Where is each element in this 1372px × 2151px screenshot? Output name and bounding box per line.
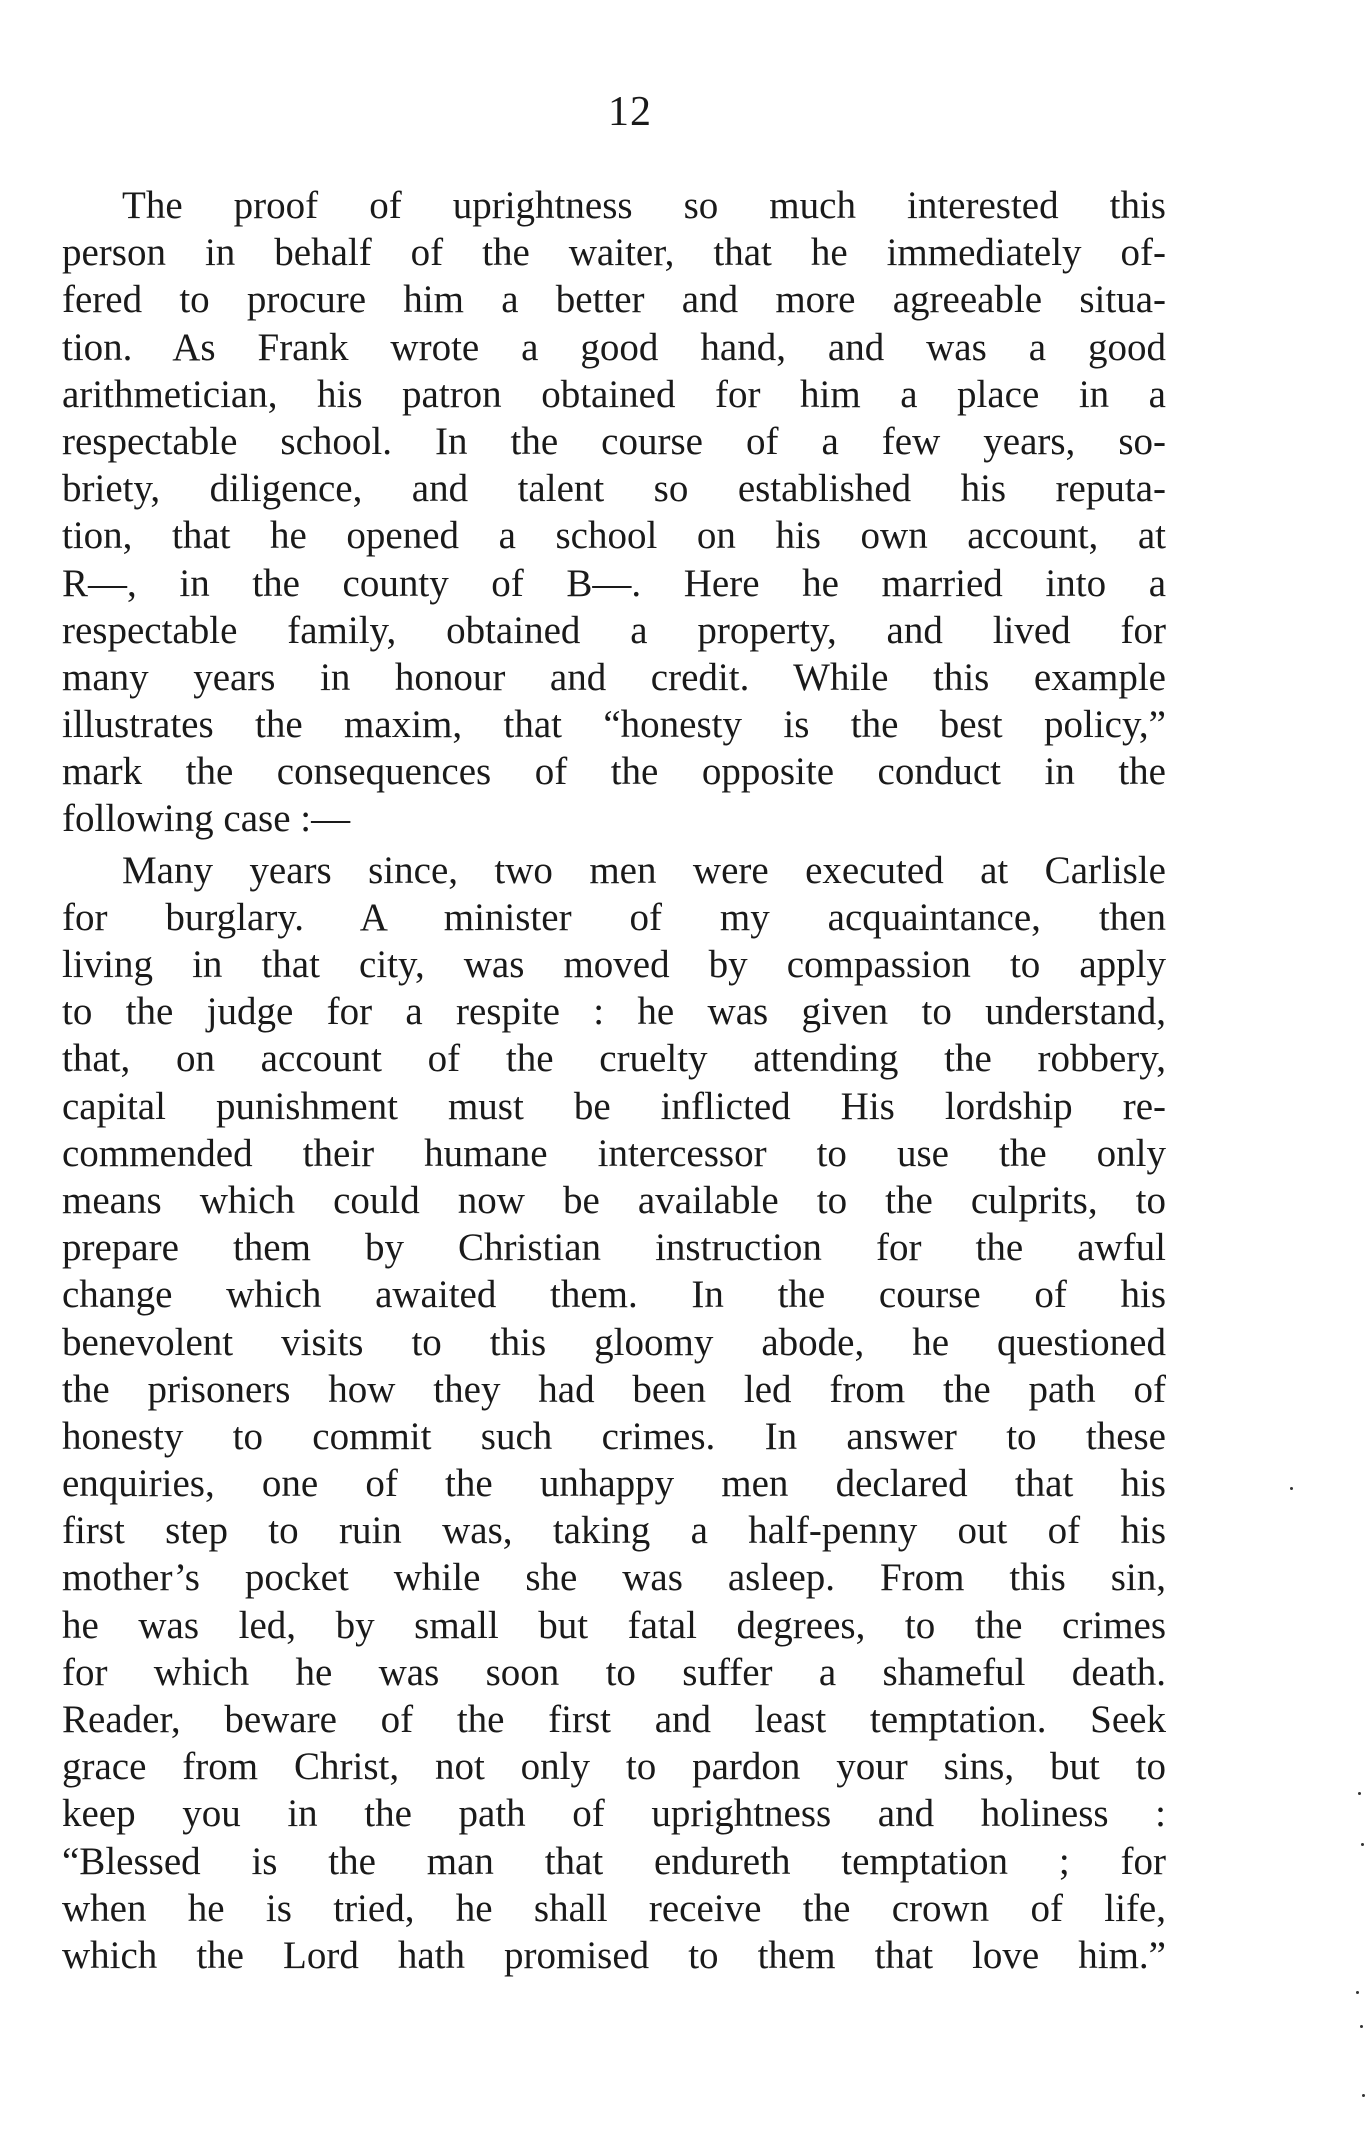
text-line: living in that city, was moved by compassion to apply — [62, 943, 1166, 986]
text-line: many years in honour and credit. While this example — [62, 655, 1166, 699]
scan-speck — [1360, 2025, 1363, 2028]
body-text — [62, 182, 1166, 1979]
text-line: change which awaited them. In the course of his — [62, 1273, 1166, 1317]
text-line: mother’s pocket while she was asleep. From this sin, — [62, 1556, 1166, 1600]
text-line: R—, in the county of B—. Here he married into a — [62, 561, 1166, 605]
text-line: he was led, by small but fatal degrees, to the crimes — [62, 1603, 1166, 1647]
text-line: mark the consequences of the opposite conduct in the — [62, 750, 1166, 794]
text-line: commended their humane intercessor to use the only — [62, 1131, 1166, 1175]
text-line: when he is tried, he shall receive the crown of life, — [62, 1886, 1166, 1930]
text-line: means which could now be available to the culprits, to — [62, 1178, 1166, 1222]
text-line: Reader, beware of the first and least temptation. Seek — [62, 1698, 1166, 1741]
text-line: honesty to commit such crimes. In answer to these — [62, 1414, 1166, 1458]
scan-speck — [1356, 1991, 1359, 1994]
text-line: for burglary. A minister of my acquaintance, then — [62, 895, 1166, 939]
text-line: that, on account of the cruelty attending the robbery, — [62, 1037, 1166, 1081]
text-line: fered to procure him a better and more agreeable situa- — [62, 278, 1166, 322]
text-line: to the judge for a respite : he was given to understand, — [62, 990, 1166, 1034]
page-number: 12 — [608, 89, 652, 135]
text-line: benevolent visits to this gloomy abode, he questioned — [62, 1320, 1166, 1364]
text-line: for which he was soon to suffer a shameful death. — [62, 1650, 1166, 1694]
text-line: tion. As Frank wrote a good hand, and was a good — [62, 325, 1166, 369]
scan-speck — [1361, 1843, 1364, 1846]
text-line: keep you in the path of uprightness and holiness : — [62, 1792, 1166, 1836]
text-line: grace from Christ, not only to pardon your sins, but to — [62, 1745, 1166, 1789]
text-line: first step to ruin was, taking a half-penny out of his — [62, 1509, 1166, 1553]
text-line: “Blessed is the man that endureth temptation ; for — [62, 1839, 1166, 1883]
paragraph-2 — [62, 847, 1166, 1980]
text-line: respectable family, obtained a property, and lived for — [62, 608, 1166, 652]
text-line: respectable school. In the course of a few years, so- — [62, 419, 1166, 463]
text-line: enquiries, one of the unhappy men declared that his — [62, 1462, 1166, 1506]
scan-speck — [1290, 1487, 1293, 1490]
text-line: tion, that he opened a school on his own account, at — [62, 514, 1166, 558]
text-line: Many years since, two men were executed at Carlisle — [122, 848, 1166, 892]
text-line: illustrates the maxim, that “honesty is the best policy,” — [62, 703, 1166, 747]
scan-speck — [1358, 1792, 1361, 1795]
text-line: following case :— — [62, 797, 351, 841]
paragraph-1 — [62, 182, 1166, 843]
text-line: briety, diligence, and talent so established his reputa- — [62, 467, 1166, 511]
text-line: which the Lord hath promised to them that love him.” — [62, 1933, 1166, 1977]
text-line: arithmetician, his patron obtained for him a place in a — [62, 372, 1166, 416]
text-line: the prisoners how they had been led from the path of — [62, 1367, 1166, 1411]
text-line: capital punishment must be inflicted His lordship re- — [62, 1084, 1166, 1128]
scan-speck — [1362, 2094, 1365, 2097]
text-line: prepare them by Christian instruction for the awful — [62, 1226, 1166, 1270]
text-line: The proof of uprightness so much interested this — [122, 184, 1166, 227]
text-line: person in behalf of the waiter, that he immediately of- — [62, 231, 1166, 275]
